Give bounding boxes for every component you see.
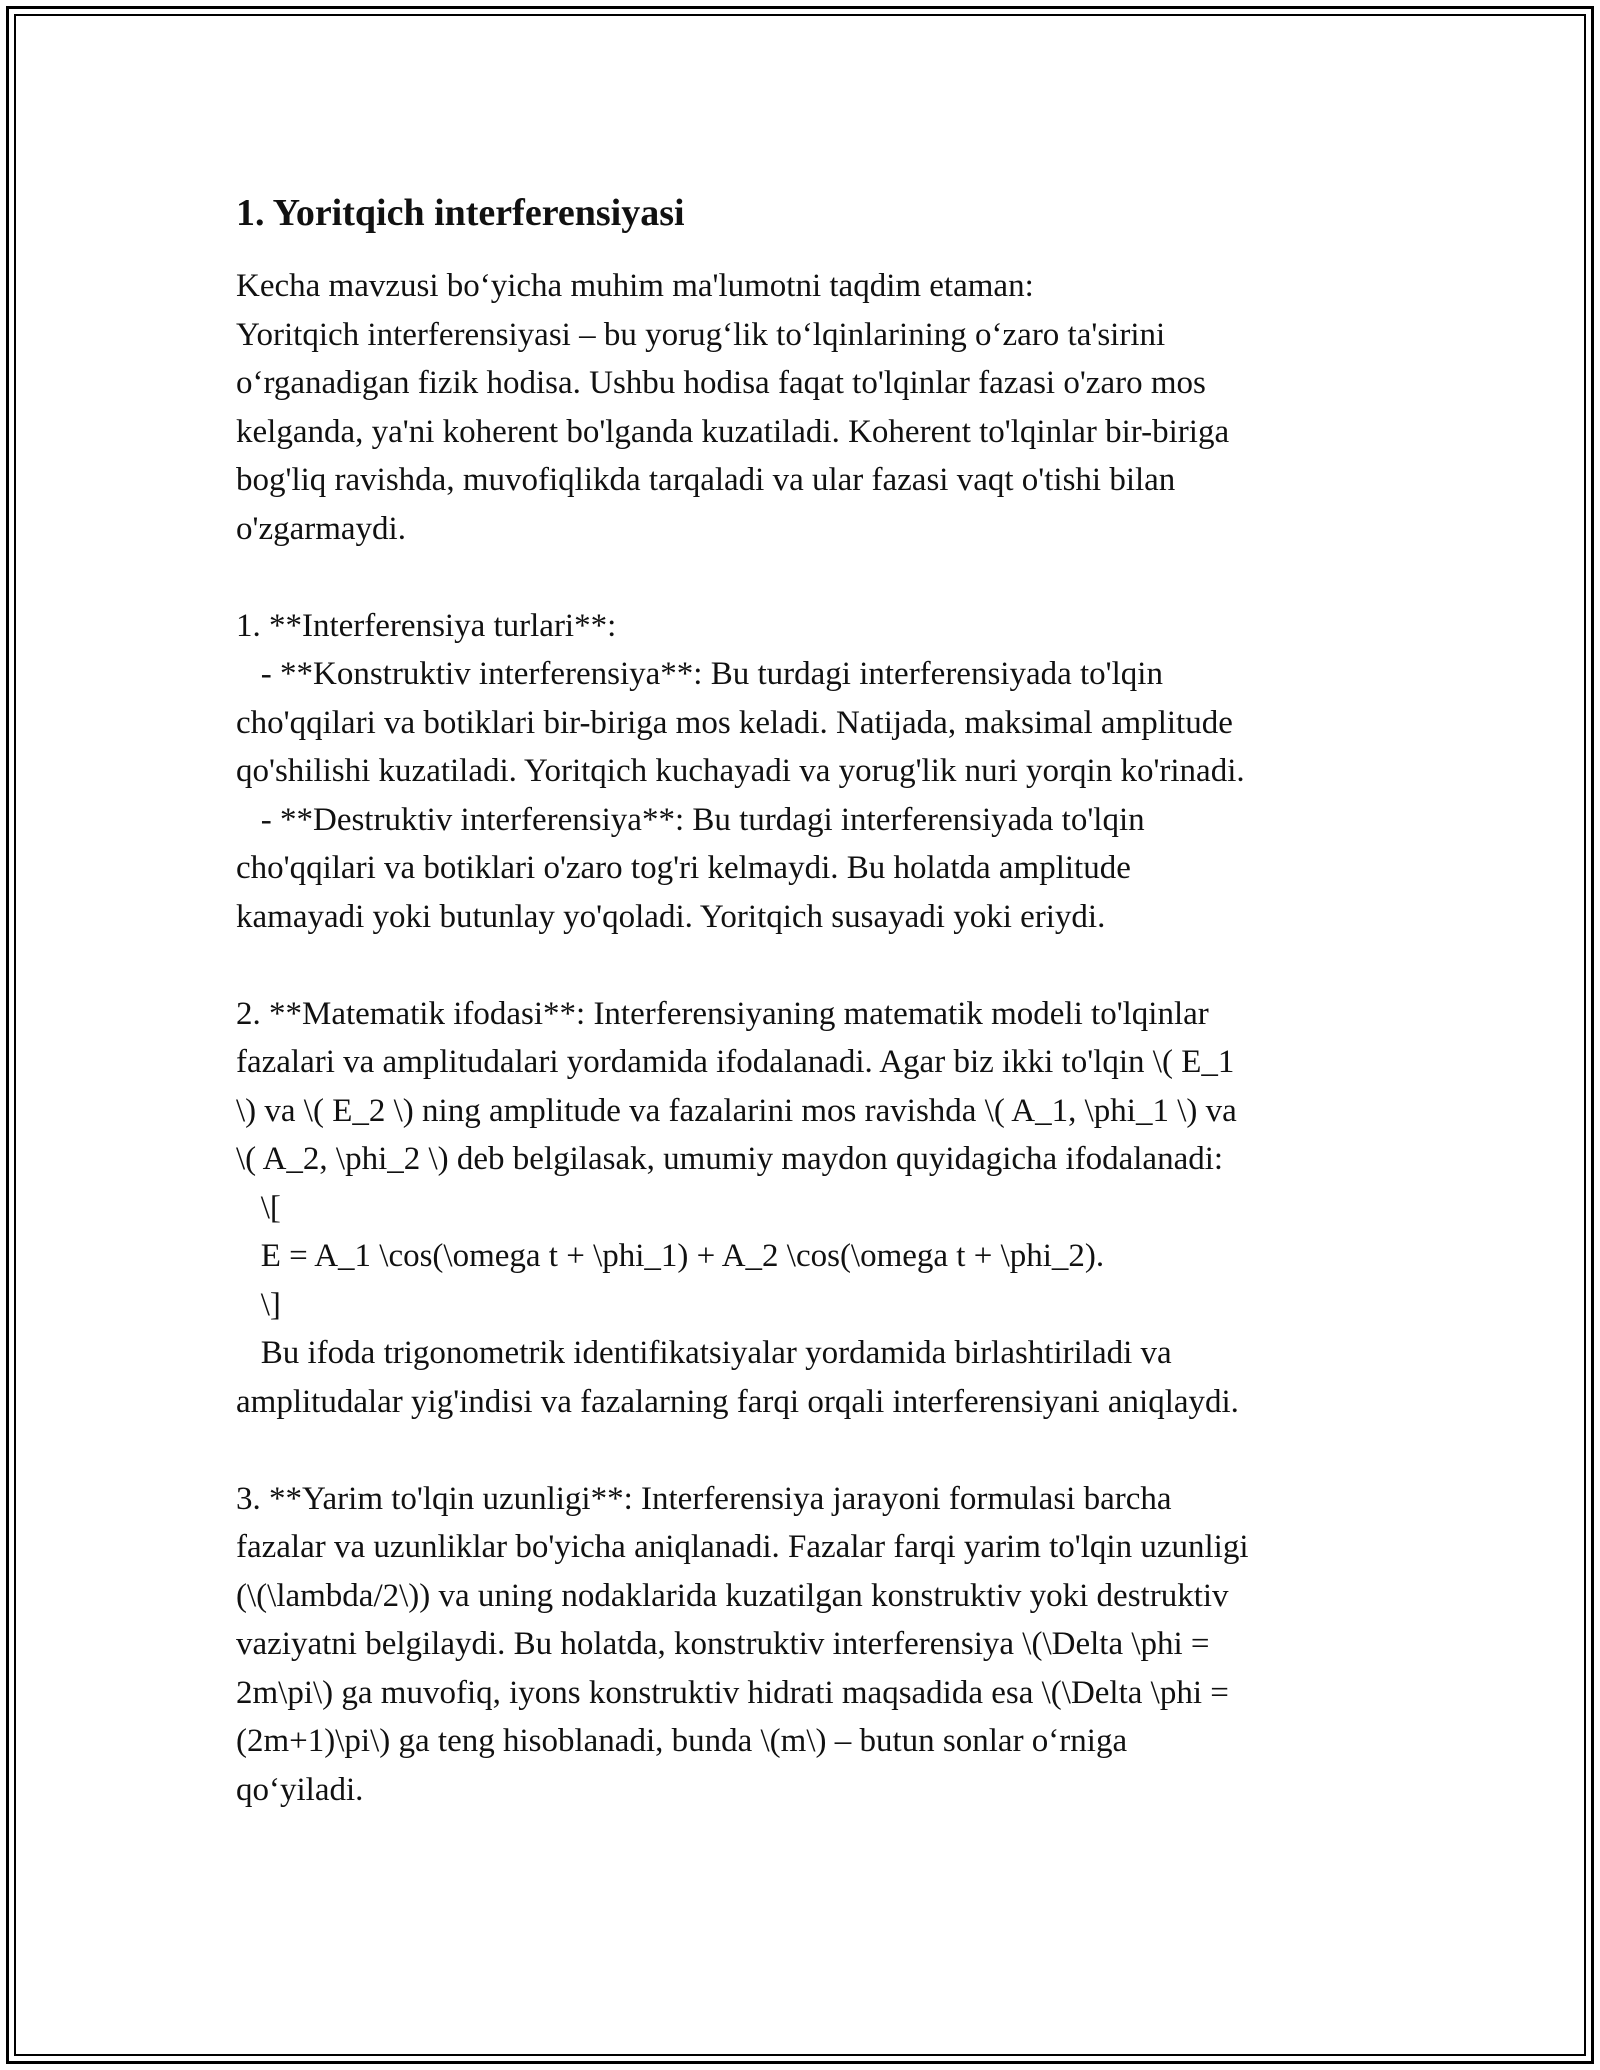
document-page [236, 186, 1386, 1814]
document-title: 1. Yoritqich interferensiyasi [236, 192, 685, 234]
document-body: Kecha mavzusi bo‘yicha muhim ma'lumotni taqdim etaman: Yoritqich interferensiyasi – bu yorug‘lik to‘lqinlarining o‘zaro ta'sirini o‘rganadigan fizik hodisa. Ushbu hodisa faqat to'lqinlar fazasi o'zaro mos kelganda, ya'ni koherent bo'lganda kuzatiladi. Koherent to'lqinlar bir-biriga bog'liq ravishda, muvofiqlikda tarqaladi va ular fazasi vaqt o'tishi bilan o'zgarmaydi. 1. **Interferensiya turlari**: - **Konstruktiv interferensiya**: Bu turdagi interferensiyada to'lqin cho'qqilari va botiklari bir-biriga mos keladi. Natijada, maksimal amplitude qo'shilishi kuzatiladi. Yoritqich kuchayadi va yorug'lik nuri yorqin ko'rinadi. - **Destruktiv interferensiya**: Bu turdagi interferensiyada to'lqin cho'qqilari va botiklari o'zaro tog'ri kelmaydi. Bu holatda amplitude kamayadi yoki butunlay yo'qoladi. Yoritqich susayadi yoki eriydi. 2. **Matematik ifodasi**: Interferensiyaning matematik modeli to'lqinlar fazalari va amplitudalari yordamida ifodalanadi. Agar biz ikki to'lqin \( E_1 \) va \( E_2 \) ning amplitude va fazalarini mos ravishda \( A_1, \phi_1 \) va \( A_2, \phi_2 \) deb belgilasak, umumiy maydon quyidagicha ifodalanadi: \[ E = A_1 \cos(\omega t + \phi_1) + A_2 \cos(\omega t + \phi_2). \] Bu ifoda trigonometrik identifikatsiyalar yordamida birlashtiriladi va amplitudalar yig'indisi va fazalarning farqi orqali interferensiyani aniqlaydi. 3. **Yarim to'lqin uzunligi**: Interferensiya jarayoni formulasi barcha fazalar va uzunliklar bo'yicha aniqlanadi. Fazalar farqi yarim to'lqin uzunligi (\(\lambda/2\)) va uning nodaklarida kuzatilgan konstruktiv yoki destruktiv vaziyatni belgilaydi. Bu holatda, konstruktiv interferensiya \(\Delta \phi = 2m\pi\) ga muvofiq, iyons konstruktiv hidrati maqsadida esa \(\Delta \phi = (2m+1)\pi\) ga teng hisoblanadi, bunda \(m\) – butun sonlar o‘rniga qo‘yiladi. [236, 268, 1249, 1808]
